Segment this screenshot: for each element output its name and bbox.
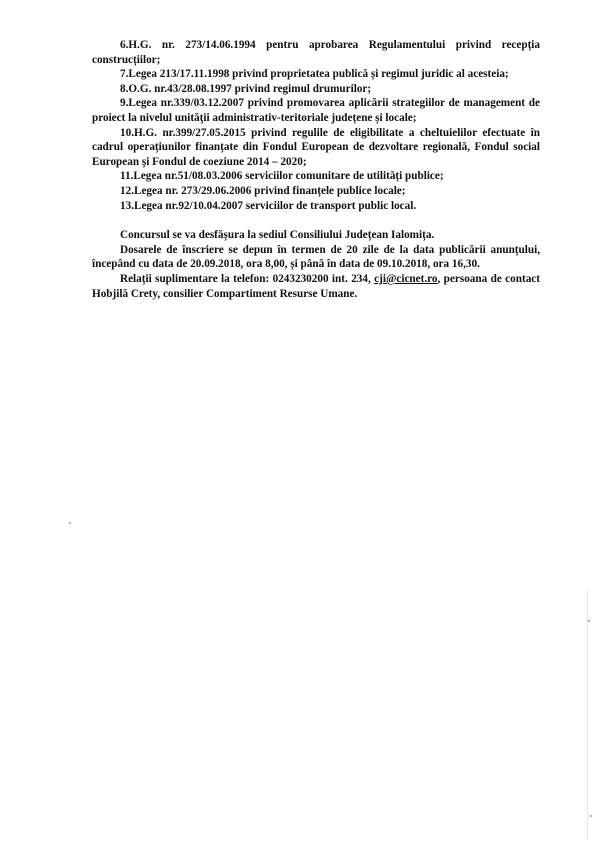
law-item-6: 6.H.G. nr. 273/14.06.1994 pentru aprobarea Regulamentului privind recepția construcțiilor; [92,39,540,66]
contact-email-link[interactable]: cji@cicnet.ro [374,272,438,285]
scan-speck [590,815,592,817]
law-item-12: 12.Legea nr. 273/29.06.2006 privind finanțele publice locale; [120,184,406,197]
paragraph-gap [92,213,540,228]
law-item-9: 9.Legea nr.339/03.12.2007 privind promovarea aplicării strategiilor de management de proiect la nivelul unităţii administrativ-teritoriale județene și locale; [92,97,540,124]
application-paragraph: Dosarele de înscriere se depun în termen de 20 zile de la data publicării anunțului, începând cu data de 20.09.2018, ora 8,00, și până în data de 09.10.2018, ora 16,30. [92,243,540,271]
contact-phone-text: Relații suplimentare la telefon: 0243230200 int. 234, [120,272,375,285]
law-item-8: 8.O.G. nr.43/28.08.1997 privind regimul drumurilor; [120,82,372,95]
scan-speck [588,620,590,622]
venue-paragraph: Concursul se va desfășura la sediul Consiliului Județean Ialomița. [120,229,435,242]
law-item-11: 11.Legea nr.51/08.03.2006 serviciilor comunitare de utilități publice; [120,170,444,183]
law-item-7: 7.Legea 213/17.11.1998 privind proprietatea publică și regimul juridic al acesteia; [120,68,509,81]
scan-edge-line [587,590,588,840]
contact-paragraph [92,272,540,301]
law-item-13: 13.Legea nr.92/10.04.2007 serviciilor de transport public local. [120,199,417,212]
document-body [92,38,540,301]
scan-speck [69,522,71,524]
law-item-10: 10.H.G. nr.399/27.05.2015 privind regulile de eligibilitate a cheltuielilor efectuate în cadrul operațiunilor finanțate din Fondul European de dezvoltare regională, Fondul social European și Fondul de coeziune 2014 – 2020; [92,126,540,168]
contact-person-text: , persoana de contact Hobjilă Crety, consilier Compartiment Resurse Umane. [92,272,540,300]
